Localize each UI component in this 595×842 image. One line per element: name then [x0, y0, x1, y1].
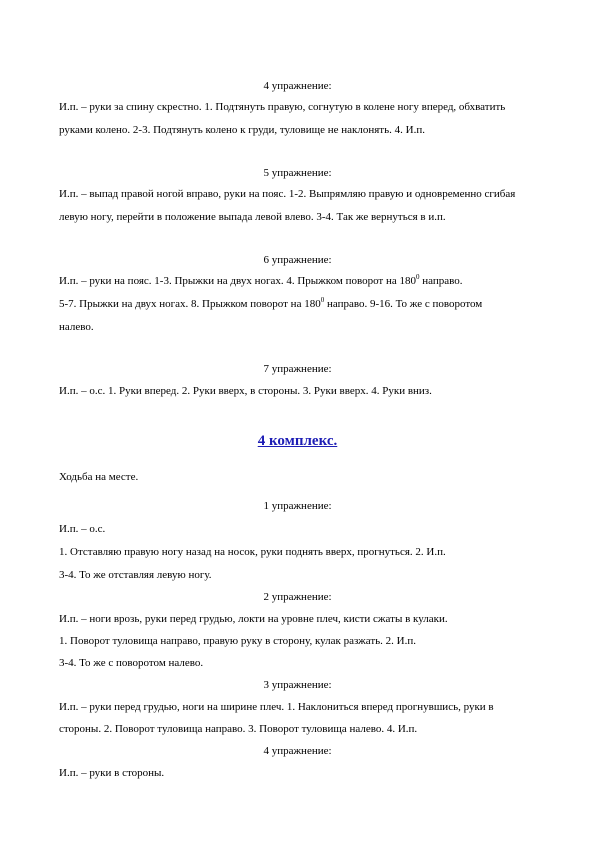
text-span: направо. [419, 275, 463, 287]
exercise-7-text-line-1: И.п. – о.с. 1. Руки вперед. 2. Руки вверх, в стороны. 3. Руки вверх. 4. Руки вниз. [59, 385, 432, 397]
exercise-6-text-line-3: налево. [59, 321, 94, 333]
complex-exercise-1-line-3: 3-4. То же отставляя левую ногу. [59, 569, 212, 581]
exercise-7-title: 7 упражнение: [263, 363, 332, 375]
exercise-6-text-line-1 [59, 274, 463, 288]
walking-text: Ходьба на месте. [59, 471, 139, 483]
complex-exercise-2-line-2: 1. Поворот туловища направо, правую руку в сторону, кулак разжать. 2. И.п. [59, 635, 417, 647]
exercise-5-text-line-1: И.п. – выпад правой ногой вправо, руки на пояс. 1-2. Выпрямляю правую и одновременно сгибая [59, 188, 516, 200]
complex-exercise-2-line-1: И.п. – ноги врозь, руки перед грудью, локти на уровне плеч, кисти сжаты в кулаки. [59, 613, 448, 625]
complex-exercise-4-line-1: И.п. – руки в стороны. [59, 767, 165, 779]
complex-exercise-2-line-3: 3-4. То же с поворотом налево. [59, 657, 204, 669]
text-span: И.п. – руки на пояс. 1-3. Прыжки на двух ногах. 4. Прыжком поворот на 180 [59, 275, 417, 287]
exercise-6-title: 6 упражнение: [263, 254, 332, 266]
degree-superscript: 0 [416, 273, 420, 281]
complex-exercise-3-line-2: стороны. 2. Поворот туловища направо. 3. Поворот туловища налево. 4. И.п. [59, 723, 418, 735]
exercise-6-text-line-2 [59, 297, 482, 311]
exercise-4-text-line-2: руками колено. 2-3. Подтянуть колено к груди, туловище не наклонять. 4. И.п. [59, 124, 425, 136]
complex-exercise-1-line-1: И.п. – о.с. [59, 523, 106, 535]
exercise-4-text-line-1: И.п. – руки за спину скрестно. 1. Подтянуть правую, согнутую в колене ногу вперед, обхватить [59, 101, 506, 113]
complex-exercise-3-line-1: И.п. – руки перед грудью, ноги на ширине плеч. 1. Наклониться вперед прогнувшись, руки в [59, 701, 494, 713]
exercise-5-title: 5 упражнение: [263, 167, 332, 179]
complex-exercise-2-title: 2 упражнение: [263, 591, 332, 603]
complex-exercise-4-title: 4 упражнение: [263, 745, 332, 757]
complex-exercise-1-line-2: 1. Отставляю правую ногу назад на носок, руки поднять вверх, прогнуться. 2. И.п. [59, 546, 446, 558]
text-span: направо. 9-16. То же с поворотом [324, 298, 483, 310]
exercise-5-text-line-2: левую ногу, перейти в положение выпада левой влево. 3-4. Так же вернуться в и.п. [59, 211, 446, 223]
complex-exercise-1-title: 1 упражнение: [263, 500, 332, 512]
complex-heading: 4 комплекс. [257, 433, 338, 449]
degree-superscript: 0 [320, 296, 325, 304]
complex-exercise-3-title: 3 упражнение: [263, 679, 332, 691]
text-span: 5-7. Прыжки на двух ногах. 8. Прыжком поворот на 180 [59, 298, 321, 310]
exercise-4-title: 4 упражнение: [263, 80, 332, 92]
